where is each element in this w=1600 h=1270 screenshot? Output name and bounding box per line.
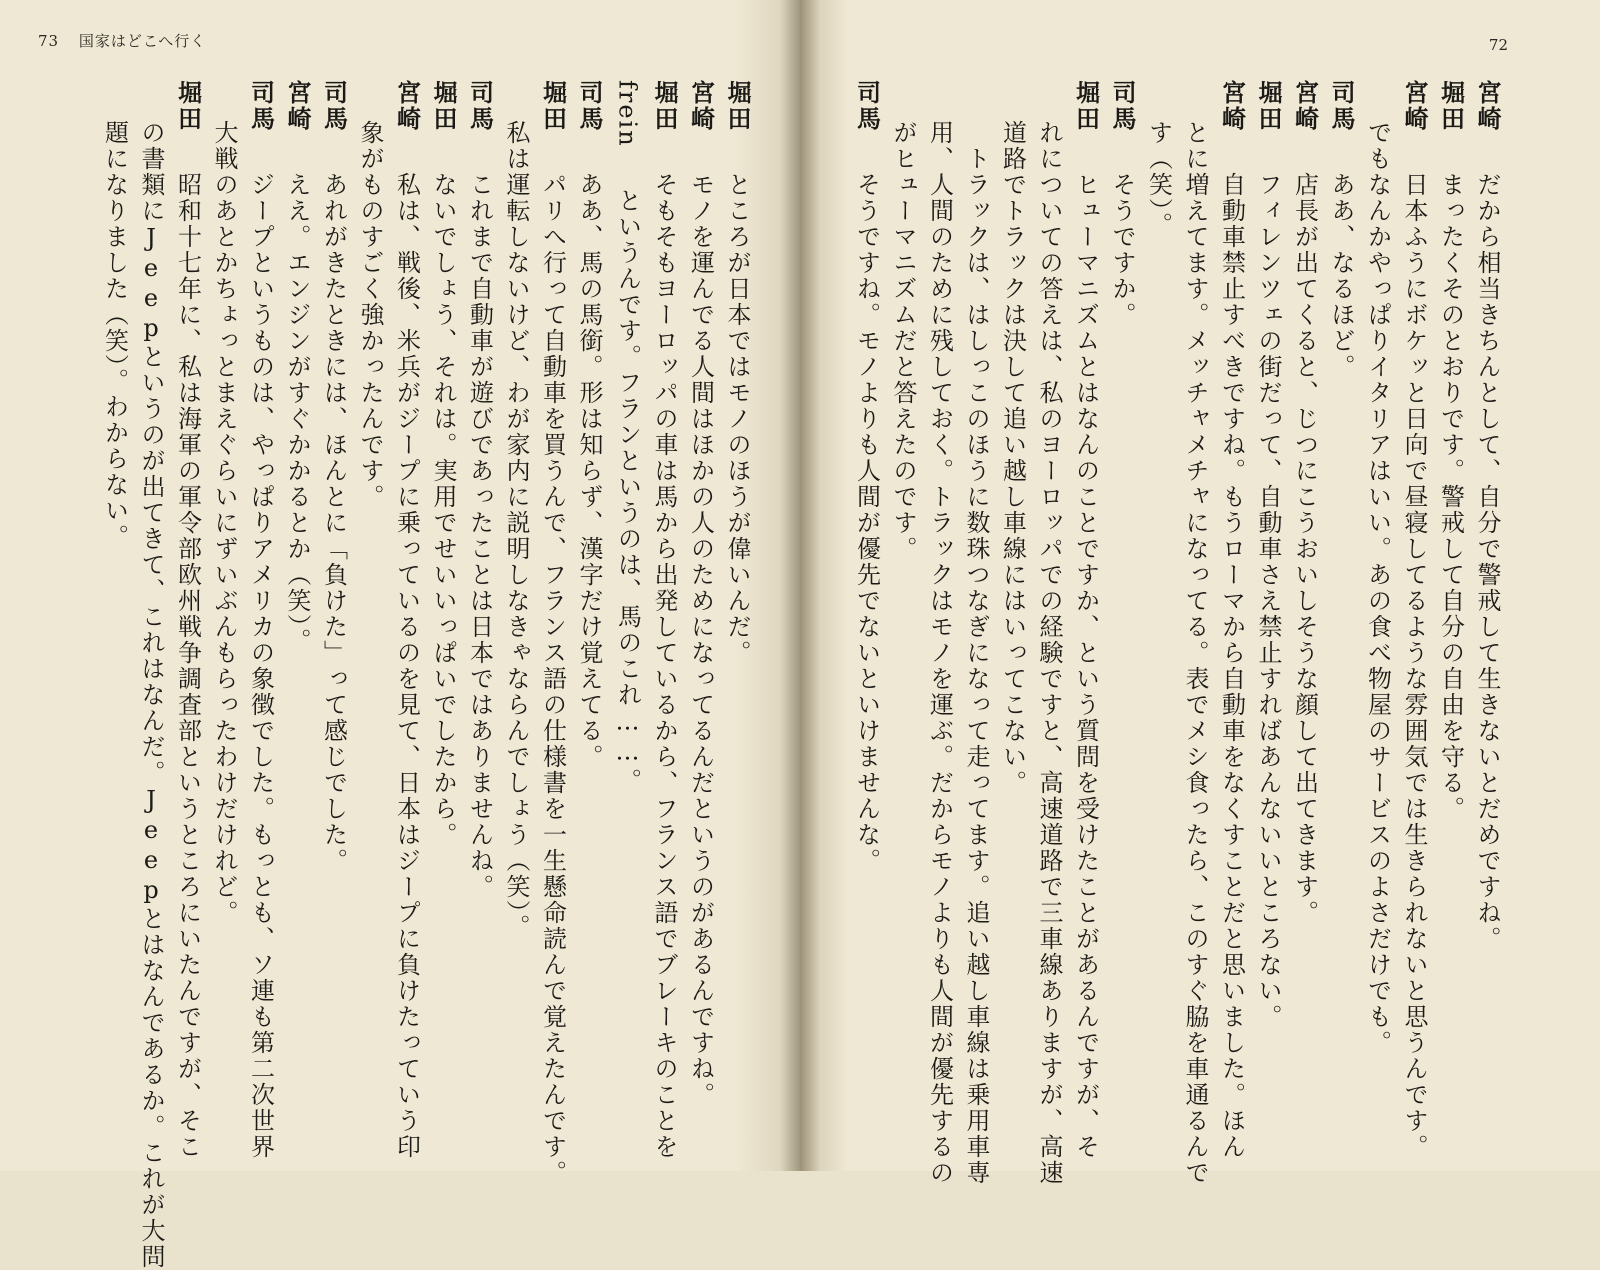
dialogue-text: 店長が出てくると、じつにこうおいしそうな顔して出てきます。: [1290, 172, 1319, 926]
text-line: [534, 80, 571, 1186]
text-line: [1432, 80, 1469, 1140]
text-line: [682, 80, 719, 1140]
dialogue-text: ああ、馬の馬銜。形は知らず、漢字だけ覚えてる。: [575, 172, 603, 770]
text-line: [461, 80, 498, 1140]
dialogue-text: 昭和十七年に、私は海軍の軍令部欧州戦争調査部というところにいたんですが、そこ: [173, 172, 202, 1160]
text-line: [719, 80, 756, 1140]
right-page-text: [848, 80, 1505, 1186]
dialogue-text: まったくそのとおりです。警戒して自分の自由を守る。: [1436, 172, 1465, 822]
text-line: [388, 80, 425, 1160]
dialogue-text: 私は、戦後、米兵がジープに乗っているのを見て、日本はジープに負けたっていう印: [392, 172, 421, 1160]
running-title: 国家はどこへ行く: [78, 32, 207, 50]
text-line: [1359, 80, 1396, 1140]
dialogue-text: とに増えてます。メッチャメチャになってる。表でメシ食ったら、このすぐ脇を車通るんで: [1181, 120, 1209, 1186]
text-line: [1177, 80, 1214, 1186]
speaker-name: 司馬: [319, 80, 349, 132]
dialogue-text: でもなんかやっぱりイタリアはいい。あの食べ物屋のサービスのよさだけでも。: [1363, 120, 1392, 1056]
dialogue-text: ええ。エンジンがすぐかかるとか（笑）。: [283, 172, 311, 654]
dialogue-text: モノを運んでる人間はほかの人のためになってるんだというのがあるんですね。: [686, 172, 715, 1108]
dialogue-text: ジープというものは、やっぱりアメリカの象徴でした。もっとも、ソ連も第二次世界: [246, 172, 275, 1160]
speaker-name: 堀田: [1254, 80, 1283, 132]
text-line: [1067, 80, 1104, 1160]
speaker-name: 司馬: [1327, 80, 1356, 132]
text-line: [1323, 80, 1360, 1140]
dialogue-text: だから相当きちんとして、自分で警戒して生きないとだめですね。: [1473, 172, 1501, 952]
text-line: [352, 80, 389, 1140]
dialogue-text: 日本ふうにボケッと日向で昼寝してるような雰囲気では生きられないと思うんです。: [1400, 172, 1428, 1160]
text-line: [1104, 80, 1141, 1140]
dialogue-text: 自動車禁止すべきですね。もうローマから自動車をなくすことだと思いました。ほん: [1217, 172, 1246, 1160]
text-line: [315, 80, 352, 1140]
running-header: [38, 30, 206, 51]
text-line: [169, 80, 206, 1160]
text-line: [1396, 80, 1433, 1160]
text-line: [1140, 80, 1177, 1140]
speaker-name: 司馬: [246, 80, 276, 132]
text-line: [607, 80, 646, 1140]
dialogue-text: ないでしょう、それは。実用でせいいっぱいでしたから。: [429, 172, 457, 848]
text-line: [96, 80, 133, 1140]
dialogue-text: そうですか。: [1108, 172, 1136, 328]
speaker-name: 司馬: [1108, 80, 1137, 132]
page-number: 72: [1488, 36, 1508, 54]
dialogue-text: 道路でトラックは決して追い越し車線にはいってこない。: [998, 120, 1027, 796]
dialogue-text: 私は運転しないけど、わが家内に説明しなきゃならんでしょう（笑）。: [502, 120, 530, 940]
page-number: 73: [38, 32, 60, 50]
dialogue-text: れについての答えは、私のヨーロッパでの経験ですと、高速道路で三車線ありますが、高速: [1035, 120, 1063, 1186]
speaker-name: 司馬: [465, 80, 495, 132]
dialogue-text: これまで自動車が遊びであったことは日本ではありませんね。: [465, 172, 494, 900]
text-line: [848, 80, 885, 1140]
text-line: [958, 80, 995, 1186]
dialogue-text: 用、人間のために残しておく。トラックはモノを運ぶ。だからモノよりも人間が優先するの: [925, 120, 954, 1186]
dialogue-text: の書類にJeepというのが出てきて、これはなんだ。Jeepとはなんであるか。これが大問: [137, 120, 165, 1270]
dialogue-text: ああ、なるほど。: [1327, 172, 1355, 380]
dialogue-text: 大戦のあとかちょっとまえぐらいにずいぶんもらったわけだけれど。: [210, 120, 238, 926]
speaker-name: frein: [613, 80, 642, 148]
dialogue-text: というんです。フランというのは、馬のこれ……。: [613, 187, 642, 794]
speaker-name: 宮崎: [1217, 80, 1247, 132]
text-line: [425, 80, 462, 1140]
dialogue-text: トラックは、はしっこのほうに数珠つなぎになって走ってます。追い越し車線は乗用車専: [962, 120, 990, 1186]
text-line: [206, 80, 243, 1140]
speaker-name: 宮崎: [392, 80, 422, 132]
speaker-name: 堀田: [723, 80, 752, 132]
left-page-text: [96, 80, 755, 1270]
text-line: [1031, 80, 1068, 1186]
speaker-name: 堀田: [1436, 80, 1466, 132]
text-line: [133, 80, 170, 1270]
text-line: [994, 80, 1031, 1140]
text-line: [885, 80, 922, 1140]
text-line: [571, 80, 608, 1140]
speaker-name: 堀田: [173, 80, 203, 132]
dialogue-text: す（笑）。: [1144, 120, 1173, 238]
speaker-name: 司馬: [575, 80, 604, 132]
speaker-name: 宮崎: [1473, 80, 1502, 132]
speaker-name: 堀田: [1071, 80, 1101, 132]
speaker-name: 堀田: [429, 80, 458, 132]
text-line: [921, 80, 958, 1186]
speaker-name: 宮崎: [283, 80, 312, 132]
dialogue-text: ところが日本ではモノのほうが偉いんだ。: [723, 172, 751, 666]
speaker-name: 堀田: [538, 80, 568, 132]
text-line: [646, 80, 683, 1160]
dialogue-text: がヒューマニズムだと答えたのです。: [889, 120, 917, 562]
text-line: [1213, 80, 1250, 1160]
text-line: [1469, 80, 1506, 1140]
speaker-name: 宮崎: [1290, 80, 1320, 132]
dialogue-text: あれがきたときには、ほんとに「負けた」って感じでした。: [319, 172, 348, 874]
text-line: [279, 80, 316, 1140]
dialogue-text: そうですね。モノよりも人間が優先でないといけませんな。: [852, 172, 881, 874]
text-line: [1286, 80, 1323, 1140]
speaker-name: 司馬: [852, 80, 882, 132]
speaker-name: 宮崎: [1400, 80, 1429, 132]
speaker-name: 宮崎: [686, 80, 716, 132]
dialogue-text: 題になりました（笑）。わからない。: [100, 120, 129, 550]
text-line: [1250, 80, 1287, 1140]
dialogue-text: 象がものすごく強かったんです。: [356, 120, 384, 510]
right-page: [800, 0, 1600, 1186]
text-line: [242, 80, 279, 1160]
dialogue-text: パリへ行って自動車を買うんで、フランス語の仕様書を一生懸命読んで覚えたんです。: [538, 172, 567, 1186]
dialogue-text: ヒューマニズムとはなんのことですか、という質問を受けたことがあるんですが、そ: [1071, 172, 1100, 1160]
speaker-name: 堀田: [650, 80, 679, 132]
text-line: [498, 80, 535, 1140]
dialogue-text: フィレンツェの街だって、自動車さえ禁止すればあんないいところない。: [1254, 172, 1282, 1030]
dialogue-text: そもそもヨーロッパの車は馬から出発しているから、フランス語でブレーキのことを: [650, 172, 678, 1160]
